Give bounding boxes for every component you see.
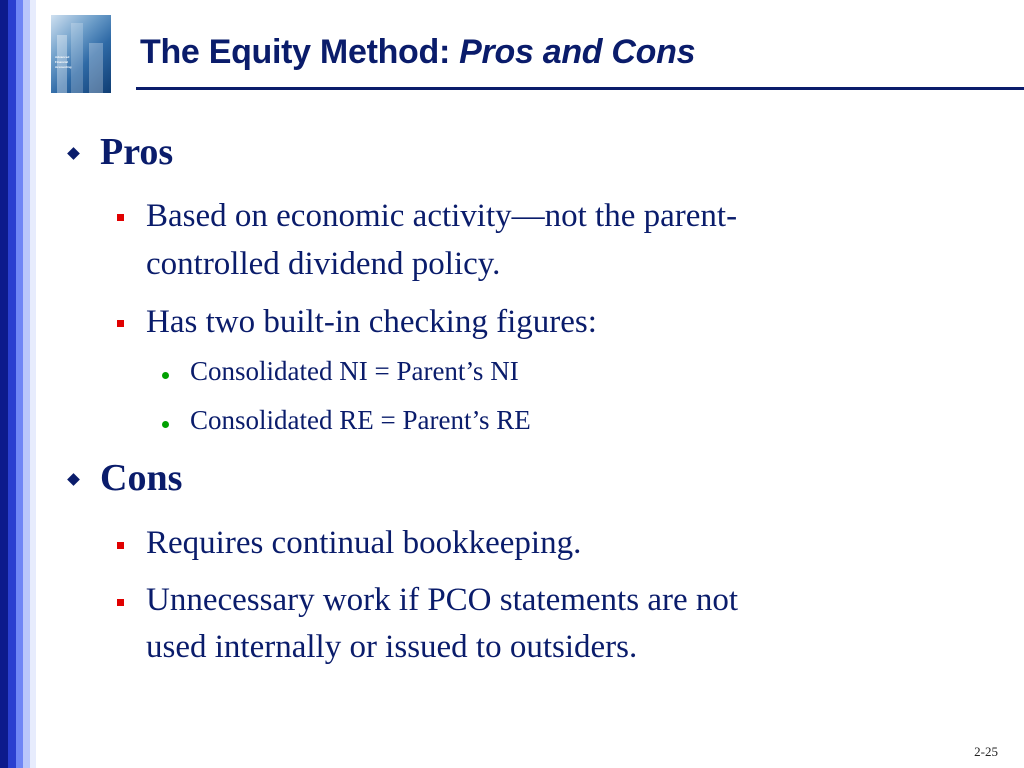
pros-point-1-line-2: controlled dividend policy.	[146, 246, 501, 282]
pros-heading: Pros	[100, 131, 174, 173]
diamond-bullet-icon	[67, 473, 80, 486]
square-bullet-icon	[117, 214, 124, 221]
dot-bullet-icon	[162, 372, 169, 379]
square-bullet-icon	[117, 542, 124, 549]
pros-point-1-line-1: Based on economic activity—not the parent-	[146, 198, 738, 234]
slide-title	[140, 30, 695, 74]
page-number: 2-25	[974, 744, 998, 759]
diamond-bullet-icon	[67, 147, 80, 160]
pros-point-2: Has two built-in checking figures:	[146, 304, 597, 340]
stripe	[30, 0, 36, 768]
check-figure-re: Consolidated RE = Parent’s RE	[190, 405, 531, 435]
cons-point-2-line-1: Unnecessary work if PCO statements are not	[146, 582, 739, 618]
book-cover-logo: Advanced Financial Accounting	[51, 15, 111, 93]
left-decorative-stripes	[0, 0, 36, 768]
cons-point-2-line-2: used internally or issued to outsiders.	[146, 629, 638, 665]
cons-point-1: Requires continual bookkeeping.	[146, 525, 582, 561]
stripe	[0, 0, 8, 768]
dot-bullet-icon	[162, 421, 169, 428]
stripe	[16, 0, 23, 768]
stripe	[8, 0, 16, 768]
title-underline	[136, 87, 1024, 90]
cons-heading: Cons	[100, 457, 183, 499]
check-figure-ni: Consolidated NI = Parent’s NI	[190, 356, 519, 386]
square-bullet-icon	[117, 320, 124, 327]
slide-title-emphasis: Pros and Cons	[459, 33, 696, 71]
slide-title-main: The Equity Method:	[140, 33, 460, 71]
square-bullet-icon	[117, 599, 124, 606]
stripe	[23, 0, 30, 768]
